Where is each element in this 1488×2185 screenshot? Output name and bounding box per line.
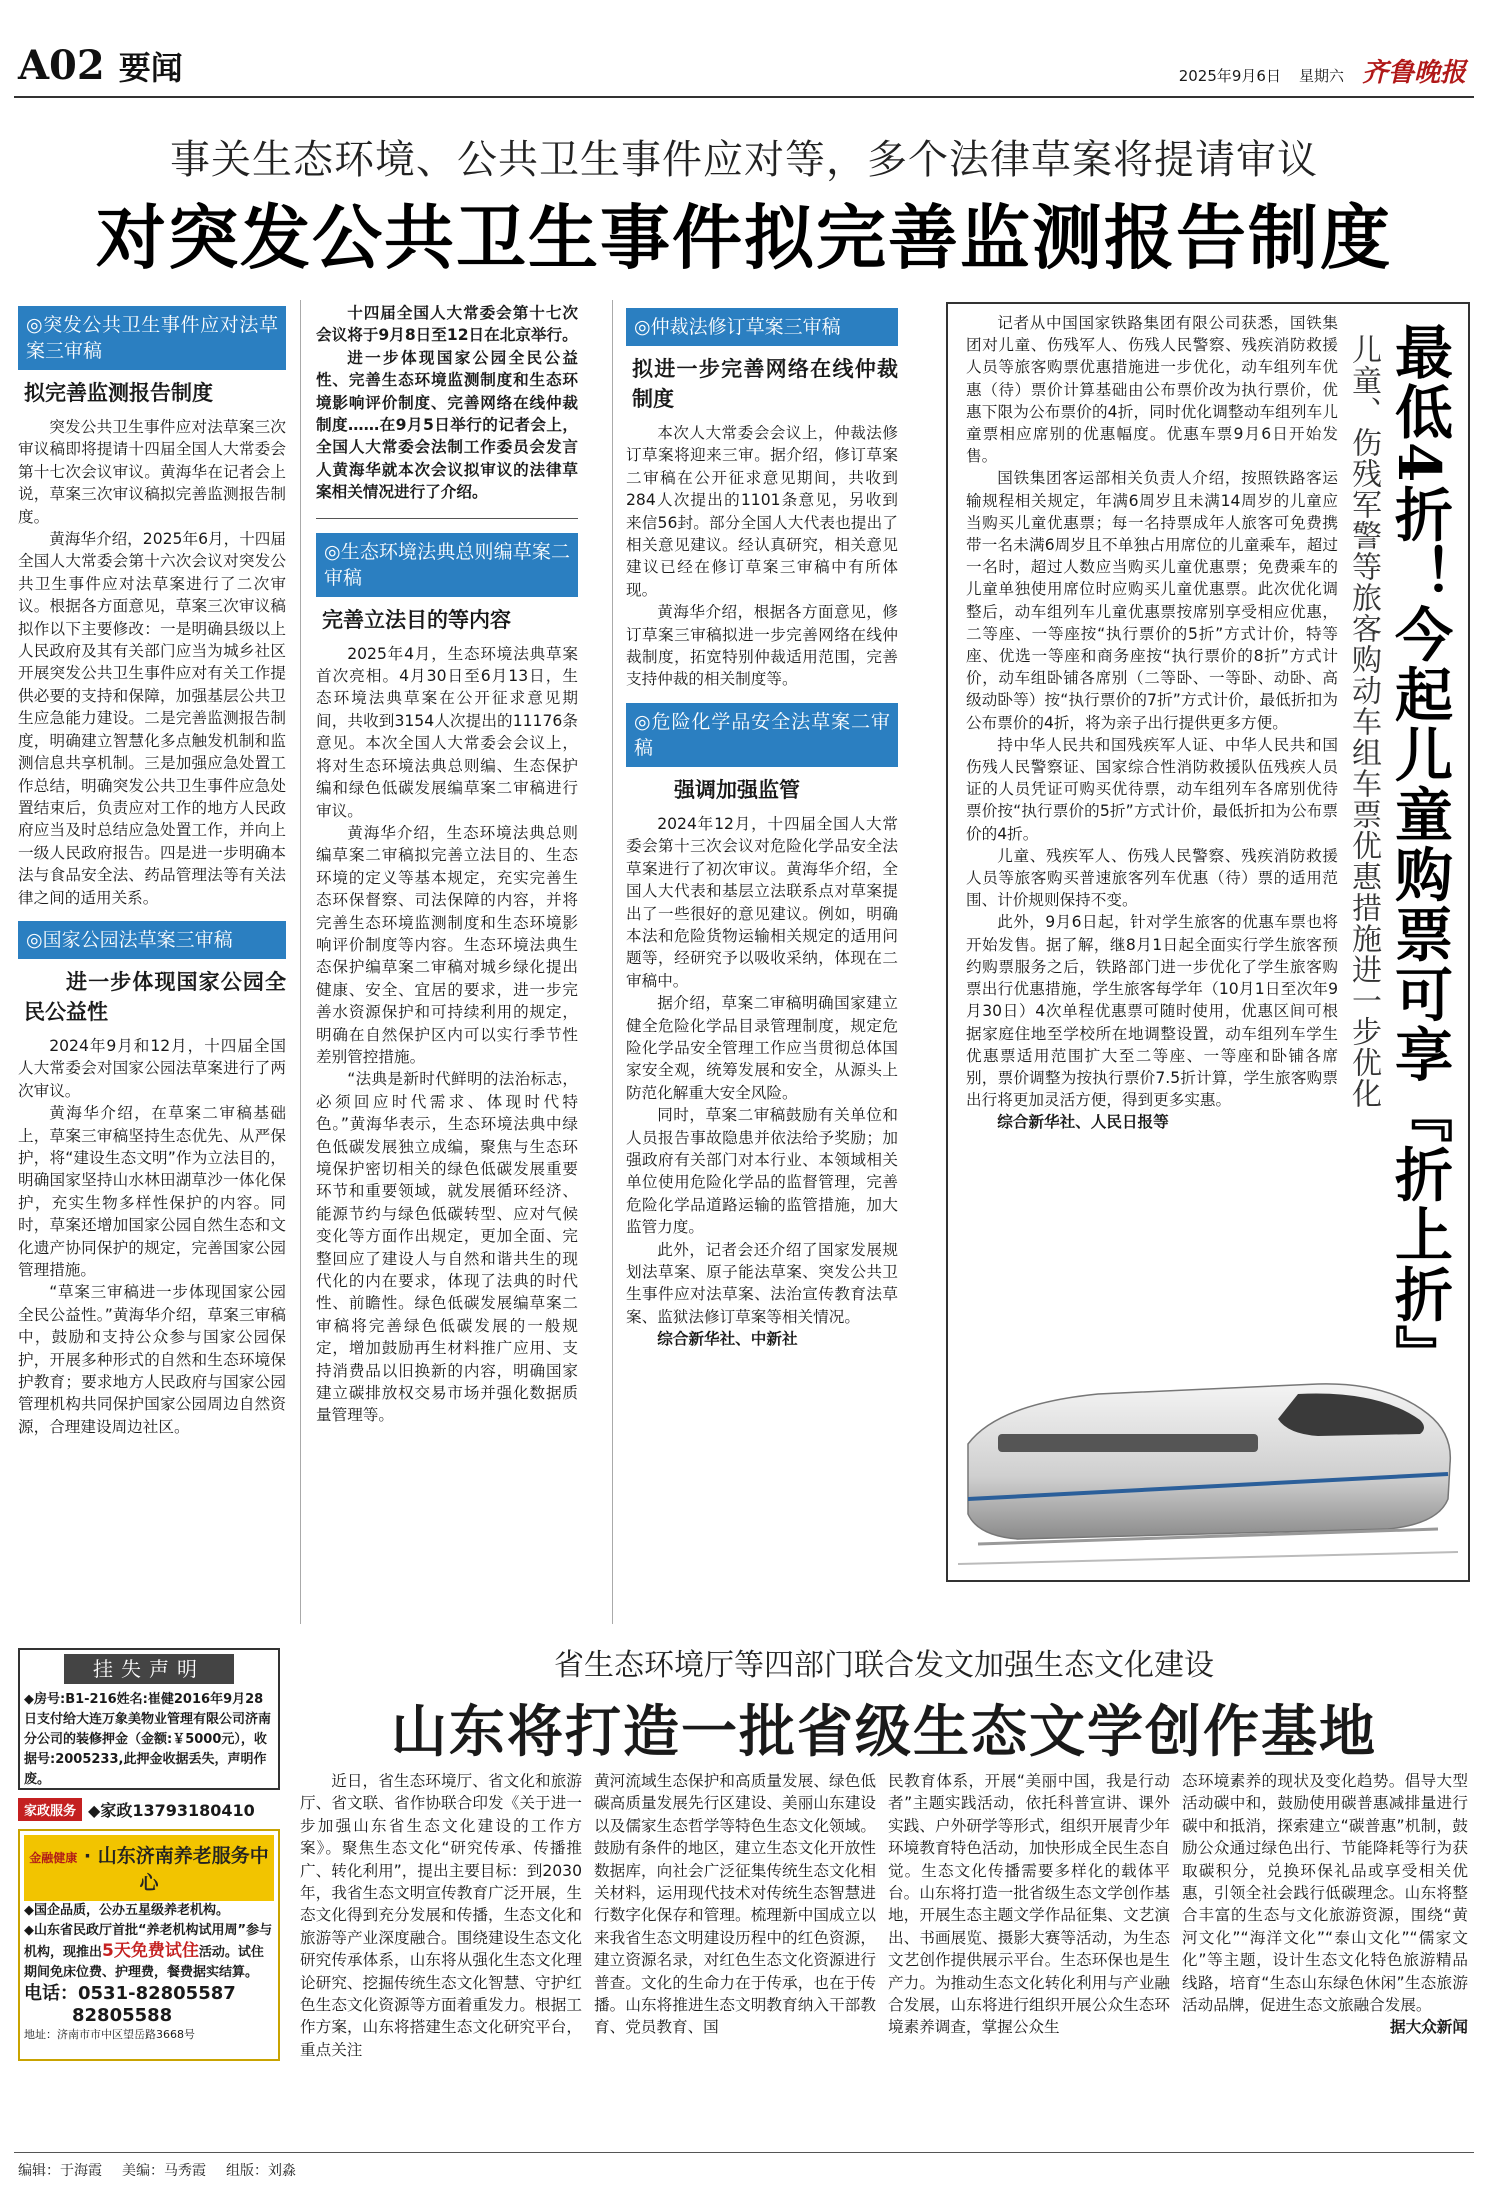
- eldercare-box: [18, 1829, 280, 2061]
- issue-date: 2025年9月6日: [1178, 67, 1281, 85]
- section-tag-4: ◎仲裁法修订草案三审稿: [626, 308, 898, 346]
- ad-address: 地址：济南市市中区望岳路3668号: [24, 2028, 195, 2041]
- footer-rule: [14, 2152, 1474, 2153]
- lost-notice-ad: [18, 1648, 280, 1790]
- rail-credit: 综合新华社、人民日报等: [997, 1113, 1169, 1132]
- second-column-4: [1182, 1770, 1468, 2146]
- section-title-2: 进一步体现国家公园全民公益性: [24, 969, 286, 1024]
- paragraph: 2025年4月，生态环境法典草案首次亮相。4月30日至6月13日，生态环境法典草案在公开征求意见期间，共收到3154人次提出的11176条意见。本次全国人大常委会会议上，将对生态环境法典总则编、生态保护编和绿色低碳发展编草案二审稿进行审议。: [316, 644, 578, 820]
- section-title-5: 强调加强监管: [674, 777, 800, 802]
- section-name: 要闻: [118, 49, 183, 87]
- issue-weekday: 星期六: [1298, 67, 1344, 85]
- ad-phone-2: 82805588: [72, 2005, 173, 2026]
- page-header-right: [1179, 52, 1466, 89]
- paragraph: 黄海华介绍，2025年6月，十四届全国人大常委会第十六次会议对突发公共卫生事件应对法草案进行了二次审议。根据各方面意见，草案三次审议稿拟作以下主要修改：一是明确县级以上人民政府及其有关部门应当为城乡社区开展突发公共卫生事件应对有关工作提供必要的支持和保障，加强基层公共卫生应急能力建设。二是完善监测报告制度，明确建立智慧化多点触发机制和监测信息共享机制。三是加强应急处置工作总结，明确突发公共卫生事件应急处置结束后，负责应对工作的地方人民政府应当及时总结应急处置工作，并向上一级人民政府报告。四是进一步明确本法与食品安全法、药品管理法等有关法律之间的适用关系。: [18, 530, 286, 907]
- paragraph: 黄海华介绍，根据各方面意见，修订草案三审稿拟进一步完善网络在线仲裁制度，拓宽特别仲裁适用范围，完善支持仲裁的相关制度等。: [626, 603, 898, 689]
- banner-small-label: 金融健康: [29, 1851, 78, 1865]
- second-column-2: [594, 1770, 876, 2146]
- section-tag-1: ◎突发公共卫生事件应对法草案三审稿: [18, 306, 286, 370]
- eldercare-ad: [18, 1798, 280, 2072]
- second-subhead: 省生态环境厅等四部门联合发文加强生态文化建设: [554, 1648, 1214, 1683]
- paragraph: 据介绍，草案二审稿明确国家建立健全危险化学品目录管理制度，规定危险化学品安全管理工作应当贯彻总体国家安全观，统筹发展和安全，从源头上防范化解重大安全风险。: [626, 994, 898, 1102]
- page-number: A02: [18, 42, 105, 89]
- second-headline: 山东将打造一批省级生态文学创作基地: [391, 1699, 1377, 1765]
- section-tag-3: ◎生态环境法典总则编草案二审稿: [316, 533, 578, 597]
- ad-line: ◆山东省民政厅首批“养老机构试用周”参与机构，现推出5天免费试住活动。试住期间免床位费、护理费，餐费据实结算。: [24, 1923, 273, 1980]
- paragraph: 儿童、残疾军人、伤残人民警察、残疾消防救援人员等旅客购买普速旅客列车优惠（待）票的适用范围、计价规则保持不变。: [966, 846, 1338, 910]
- paragraph: 突发公共卫生事件应对法草案三次审议稿即将提请十四届全国人大常委会第十七次会议审议。黄海华在记者会上说，草案三次审议稿拟完善监测报告制度。: [18, 418, 286, 526]
- lead-credit: 综合新华社、中新社: [657, 1330, 798, 1349]
- intro-bold-paragraph: 进一步体现国家公园全民公益性、完善生态环境监测制度和生态环境影响评价制度、完善网络在线仲裁制度……在9月5日举行的记者会上，全国人大常委会法制工作委员会发言人黄海华就本次会议拟审议的法律草案相关情况进行了介绍。: [316, 348, 578, 502]
- footer-editor: 编辑：于海霞: [18, 2163, 102, 2179]
- header-rule: [14, 96, 1474, 98]
- lost-notice-body: ◆房号:B1-216姓名:崔健2016年9月28日支付给大连万象美物业管理有限公司济南分公司的装修押金（金额:￥5000元），收据号:2005233,此押金收据丢失，声明作废。: [24, 1692, 272, 1787]
- paragraph: 持中华人民共和国残疾军人证、中华人民共和国伤残人民警察证、国家综合性消防救援队伍残疾人员证的人员凭证可购买优待票，动车组列车各席别优待票价按“执行票价的5折”方式计价，最低折扣为公布票价的4折。: [966, 735, 1338, 843]
- section-tag-2: ◎国家公园法草案三审稿: [18, 921, 286, 959]
- rail-box-subtitle: 儿童、伤残军警等旅客购动车组车票优惠措施进一步优化: [1346, 334, 1381, 1109]
- housekeeping-badge: 家政服务: [18, 1798, 82, 1821]
- section-title-3: 完善立法目的等内容: [322, 607, 511, 632]
- page-footer: [18, 2160, 296, 2180]
- paragraph: 国铁集团客运部相关负责人介绍，按照铁路客运输规程相关规定，年满6周岁且未满14周岁的儿童应当购买儿童优惠票；每一名持票成年人旅客可免费携带一名未满6周岁且不单独占用席位的儿童乘车，超过一名时，超过人数应当购买儿童优惠票；免费乘车的儿童单独使用席位时应购买儿童优惠票。此次优化调整后，动车组列车儿童优惠票按席别享受相应优惠，二等座、一等座按“执行票价的5折”方式计价，特等座、优选一等座和商务座按“执行票价的8折”方式计价，动车组卧铺各席别（二等卧、一等卧、动卧、高级动卧等）按“执行票价的7折”方式计价，最低折扣为公布票价的4折，将为亲子出行提供更多方便。: [966, 469, 1338, 732]
- rail-box-text: [966, 312, 1338, 1134]
- section-title-1: 拟完善监测报告制度: [24, 381, 213, 405]
- rail-ticket-box: [946, 302, 1470, 1582]
- rail-box-title: 最低4折！今起儿童购票可享『折上折』: [1385, 322, 1453, 1385]
- intro-divider: [316, 518, 578, 519]
- section-title-4: 拟进一步完善网络在线仲裁制度: [632, 357, 898, 411]
- column-rule: [300, 300, 301, 1624]
- paragraph: 本次人大常委会会议上，仲裁法修订草案将迎来三审。据介绍，修订草案二审稿在公开征求意见期间，共收到284人次提出的1101条意见，另收到来信56封。部分全国人大代表也提出了相关意见建议。经认真研究，相关意见建议已经在修订草案三审稿中有所体现。: [626, 424, 898, 599]
- lead-column-3: [626, 302, 898, 1624]
- paragraph: 此外，记者会还介绍了国家发展规划法草案、原子能法草案、突发公共卫生事件应对法草案、法治宣传教育法草案、监狱法修订草案等相关情况。: [626, 1240, 898, 1326]
- housekeeping-phone: ◆家政13793180410: [88, 1801, 255, 1820]
- banner-label: 山东济南养老服务中心: [97, 1845, 269, 1894]
- paragraph: 同时，草案二审稿鼓励有关单位和人员报告事故隐患并依法给予奖励；加强政府有关部门对本行业、本领域相关单位使用危险化学品的监督管理，完善危险化学品道路运输的监管措施，加大监管力度。: [626, 1106, 898, 1237]
- newspaper-logo: 齐鲁晚报: [1361, 58, 1466, 88]
- column-rule: [612, 300, 613, 1624]
- paragraph: 2024年12月，十四届全国人大常委会第十三次会议对危险化学品安全法草案进行了初次审议。黄海华介绍，全国人大代表和基层立法联系点对草案提出了一些很好的意见建议。例如，明确本法和危险货物运输相关规定的适用问题等，经研究予以吸收采纳，体现在二审稿中。: [626, 814, 898, 990]
- lead-column-2: [316, 302, 578, 1624]
- paragraph: 黄河流域生态保护和高质量发展、绿色低碳高质量发展先行区建设、美丽山东建设以及儒家生态哲学等特色生态文化领域。鼓励有条件的地区，建立生态文化开放性数据库，向社会广泛征集传统生态文化相关材料，运用现代技术对传统生态智慧进行数字化保存和管理。梳理新中国成立以来我省生态文明建设历程中的红色资源，建立资源名录，对红色生态文化资源进行普查。文化的生命力在于传承，也在于传播。山东将推进生态文明教育纳入干部教育、党员教育、国: [594, 1772, 876, 2037]
- eldercare-banner: 金融健康 · 山东济南养老服务中心: [24, 1835, 274, 1901]
- lead-subhead: 事关生态环境、公共卫生事件应对等，多个法律草案将提请审议: [170, 137, 1318, 183]
- second-column-3: [888, 1770, 1170, 2146]
- lead-headline: 对突发公共卫生事件拟完善监测报告制度: [96, 196, 1392, 279]
- paragraph: 态环境素养的现状及变化趋势。倡导大型活动碳中和，鼓励使用碳普惠减排量进行碳中和抵消，探索建立“碳普惠”机制，鼓励公众通过绿色出行、节能降耗等行为获取碳积分，兑换环保礼品或享受相关优惠，引领全社会践行低碳理念。山东将整合丰富的生态与文化旅游资源，围绕“黄河文化”“海洋文化”“泰山文化”“儒家文化”等主题，设计生态文化特色旅游精品线路，培育“生态山东绿色休闲”生态旅游活动品牌，促进生态文旅融合发展。: [1182, 1772, 1468, 2015]
- section-tag-5: ◎危险化学品安全法草案二审稿: [626, 703, 898, 767]
- paragraph: 民教育体系，开展“美丽中国，我是行动者”主题实践活动，依托科普宣讲、课外实践、户外研学等形式，组织开展青少年环境教育特色活动，加快形成全民生态自觉。生态文化传播需要多样化的载体平台。山东将打造一批省级生态文学创作基地，开展生态主题文学作品征集、文艺演出、书画展览、摄影大赛等活动，为生态文艺创作提供展示平台。生态环保也是生产力。为推动生态文化转化利用与产业融合发展，山东将进行组织开展公众生态环境素养调查，掌握公众生: [888, 1772, 1170, 2037]
- paragraph: 黄海华介绍，在草案二审稿基础上，草案三审稿坚持生态优先、从严保护，将“建设生态文明”作为立法目的，明确国家坚持山水林田湖草沙一体化保护，充实生物多样性保护的内容。同时，草案还增加国家公园自然生态和文化遗产协同保护的规定，完善国家公园管理措施。: [18, 1104, 286, 1279]
- paragraph: 此外，9月6日起，针对学生旅客的优惠车票也将开始发售。据了解，继8月1日起全面实行学生旅客预约购票服务之后，铁路部门进一步优化了学生旅客购票出行优惠措施，学生旅客每学年（10月1日至次年9月30日）4次单程优惠票可随时使用，优惠区间可根据家庭住地至学校所在地调整设置，动车组列车学生优惠票适用范围扩大至二等座、一等座和卧铺各席别，票价调整为按执行票价7.5折计算，学生旅客购票出行将更加灵活方便，得到更多实惠。: [966, 913, 1338, 1110]
- second-credit: 据大众新闻: [1390, 2018, 1468, 2037]
- page-header-left: [18, 42, 183, 89]
- lead-column-1: [18, 300, 286, 1624]
- paragraph: 2024年9月和12月，十四届全国人大常委会对国家公园法草案进行了两次审议。: [18, 1036, 286, 1100]
- lost-notice-title: 挂失声明: [64, 1654, 234, 1684]
- paragraph: 记者从中国国家铁路集团有限公司获悉，国铁集团对儿童、伤残军人、伤残人民警察、残疾消防救援人员等旅客购票优惠措施进一步优化，动车组列车优惠（待）票价计算基础由公布票价改为执行票价，优惠下限为公布票价的4折，同时优化调整动车组列车儿童票相应席别的优惠幅度。优惠车票9月6日开始发售。: [966, 314, 1338, 466]
- free-trial-text: 5天免费试住: [102, 1941, 199, 1961]
- intro-paragraph: 十四届全国人大常委会第十七次会议将于9月8日至12日在北京举行。: [316, 304, 578, 345]
- footer-designer: 美编：马秀霞: [122, 2163, 206, 2179]
- paragraph: “草案三审稿进一步体现国家公园全民公益性。”黄海华介绍，草案三审稿中，鼓励和支持公众参与国家公园保护，开展多种形式的自然和生态环境保护教育；要求地方人民政府与国家公园管理机构共同保护国家公园周边自然资源，合理建设周边社区。: [18, 1283, 286, 1436]
- paragraph: “法典是新时代鲜明的法治标志，必须回应时代需求、体现时代特色。”黄海华表示，生态环境法典中绿色低碳发展独立成编，聚焦与生态环境保护密切相关的绿色低碳发展重要环节和重要领域，就发展循环经济、能源节约与绿色低碳转型、应对气候变化等方面作出规定，更加全面、完整回应了建设人与自然和谐共生的现代化的内在要求，体现了法典的时代性、前瞻性。绿色低碳发展编草案二审稿将完善绿色低碳发展的一般规定，增加鼓励再生材料推广应用、支持消费品以旧换新的内容，明确国家建立碳排放权交易市场并强化数据质量管理等。: [316, 1070, 578, 1425]
- footer-proof: 组版：刘淼: [226, 2163, 296, 2179]
- housekeeping-row: [18, 1798, 280, 1821]
- train-illustration: [958, 1324, 1458, 1574]
- ad-phone: 电话：0531-82805587: [24, 1983, 236, 2004]
- ad-line: ◆国企品质，公办五星级养老机构。: [24, 1903, 229, 1918]
- second-column-1: [300, 1770, 582, 2146]
- paragraph: 黄海华介绍，生态环境法典总则编草案二审稿拟完善立法目的、生态环境的定义等基本规定，充实完善生态环保督察、司法保障的内容，并将完善生态环境监测制度和生态环境影响评价制度等内容。生态环境法典生态保护编草案二审稿对城乡绿化提出健康、安全、宜居的要求，进一步完善水资源保护和可持续利用的规定，明确在自然保护区内可以实行季节性差别管控措施。: [316, 823, 578, 1066]
- paragraph: 近日，省生态环境厅、省文化和旅游厅、省文联、省作协联合印发《关于进一步加强山东省生态文化建设的工作方案》。聚焦生态文化“研究传承、传播推广、转化利用”，提出主要目标：到2030年，我省生态文明宣传教育广泛开展，生态文化得到充分发展和传播，生态文化和旅游等产业深度融合。围绕建设生态文化研究传承体系，山东将从强化生态文化理论研究、挖掘传统生态文化智慧、守护红色生态文化资源等方面着重发力。根据工作方案，山东将搭建生态文化研究平台，重点关注: [300, 1772, 582, 2059]
